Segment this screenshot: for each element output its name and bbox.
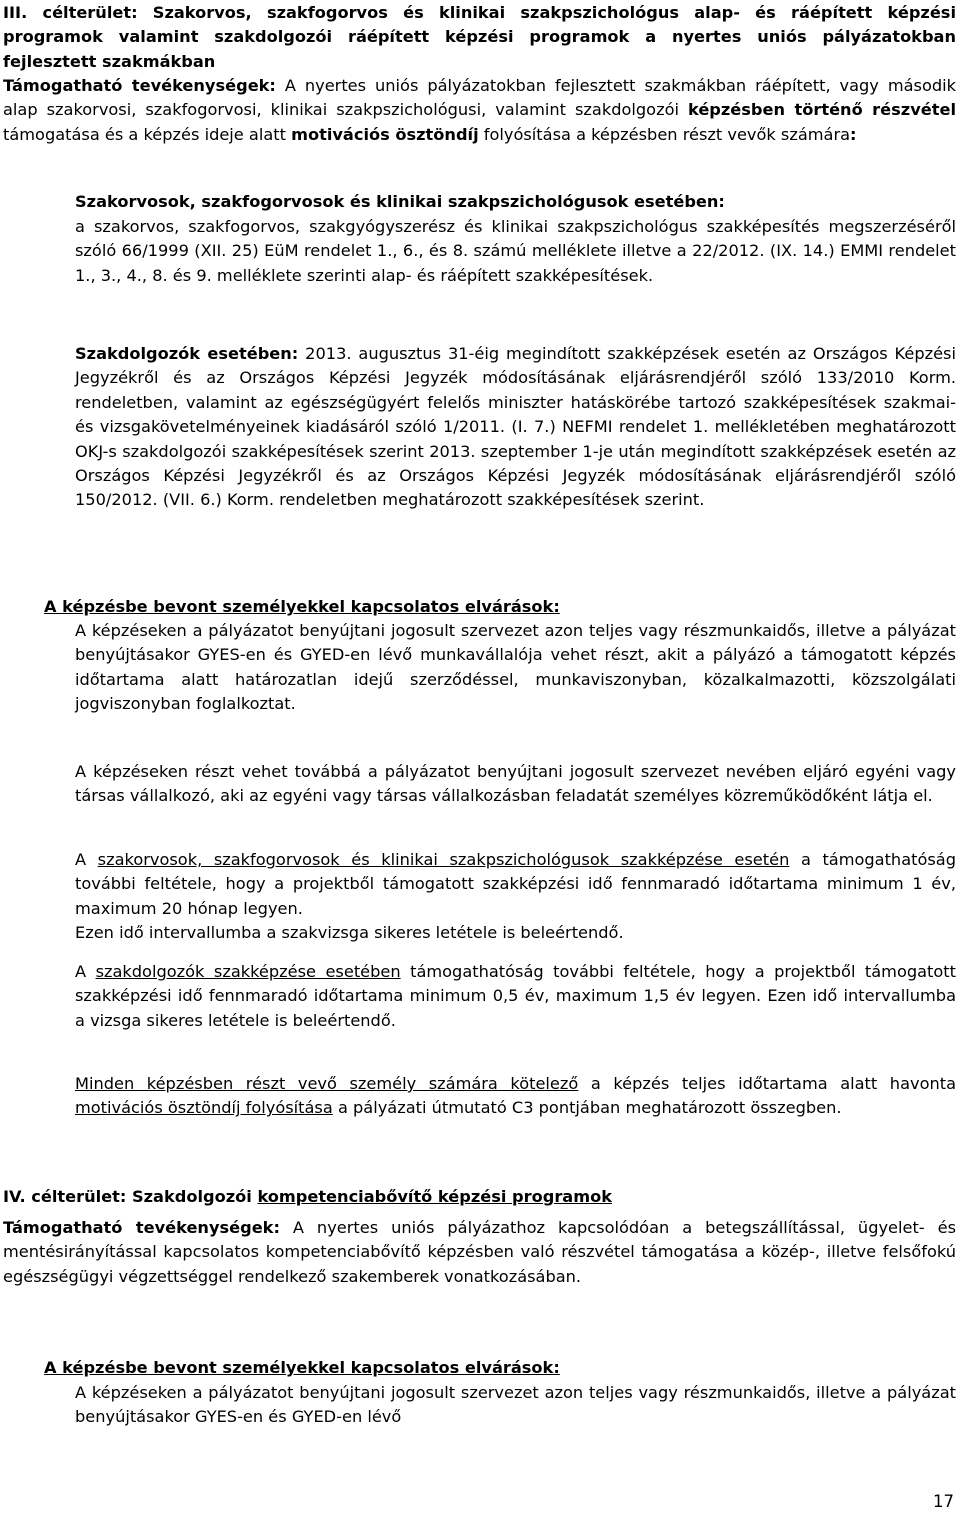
section-4-expectations-paragraph-1: A képzéseken a pályázatot benyújtani jogosult szervezet azon teljes vagy részmunkaidős, illetve a pályázat benyújtásakor GYES-en és GYED-en lévő	[75, 1383, 956, 1427]
specialists-heading: Szakorvosok, szakfogorvosok és klinikai szakpszichológusok esetében:	[75, 192, 725, 211]
exp-p3-text: a támogathatóság további feltétele, hogy a projektből támogatott szakképzési idő fennmaradó időtartama minimum 1 év, maximum 20 hónap legyen.	[75, 850, 956, 918]
activities-text-3: folyósítása a képzésben részt vevők számára	[478, 124, 851, 144]
exp-p4-text: támogathatóság további feltétele, hogy a projektből támogatott szakképzési idő fennmaradó időtartama minimum 0,5 év, maximum 1,5 év legyen. Ezen idő intervallumba a vizsga sikeres letétele is beleértendő.	[75, 962, 956, 1030]
section-3-expectations-heading: A képzésbe bevont személyekkel kapcsolatos elvárások:	[44, 597, 560, 616]
section-3-activities	[3, 74, 956, 147]
scholarship-text: motivációs ösztöndíj folyósítása	[75, 1098, 333, 1118]
specialist-training-link-text: szakorvosok, szakfogorvosok és klinikai szakpszichológusok szakképzése esetén	[97, 850, 790, 869]
section-3-heading: III. célterület: Szakorvos, szakfogorvos és klinikai szakpszichológus alap- és ráépített képzési programok valamint szakdolgozói ráépített képzési programok a nyertes uniós pályázatokban fejlesztett szakmákban	[3, 3, 956, 71]
section-4-expectations-heading: A képzésbe bevont személyekkel kapcsolatos elvárások:	[44, 1358, 560, 1377]
health-workers-label: Szakdolgozók esetében:	[75, 344, 299, 363]
health-worker-training-text: szakdolgozók szakképzése esetében	[95, 962, 401, 981]
health-workers-paragraph	[75, 342, 956, 513]
section-4-heading-prefix: IV. célterület: Szakdolgozói	[3, 1187, 258, 1206]
activities-bold-2: motivációs ösztöndíj	[291, 124, 479, 144]
section-4-heading-underlined: kompetenciabővítő képzési programok	[257, 1187, 612, 1206]
specialists-text: a szakorvos, szakfogorvos, szakgyógyszerész és klinikai szakpszichológus szakképesítés megszerzéséről szóló 66/1999 (XII. 25) EüM rendelet 1., 6., és 8. számú melléklete illetve a 22/2012. (IX. 14.) EMMI rendelet 1., 3., 4., 8. és 9. melléklete szerinti alap- és ráépített szakképesítések.	[75, 217, 956, 285]
section-4-activities	[3, 1216, 956, 1289]
expectations-paragraph-3-note: Ezen idő intervallumba a szakvizsga sikeres letétele is beleértendő.	[75, 923, 624, 942]
expectations-paragraph-5	[75, 1072, 956, 1121]
activities-bold-1: képzésben történő részvétel	[687, 100, 956, 120]
exp-p3-prefix: A	[75, 850, 98, 869]
activities-text-1: A nyertes uniós pályázatokban fejlesztett szakmákban ráépített, vagy második alap szakorvosi, szakfogorvosi, klinikai szakpszichológusi, valamint szakdolgozói	[3, 76, 957, 120]
expectations-paragraph-1: A képzéseken a pályázatot benyújtani jogosult szervezet azon teljes vagy részmunkaidős, illetve a pályázat benyújtásakor GYES-en és GYED-en lévő munkavállalója vehet részt, akit a pályázó a támogatott képzés időtartama alatt határozatlan idejű szerződéssel, munkaviszonyban, közalkalmazotti, közszolgálati jogviszonyban foglalkoztat.	[75, 621, 956, 714]
activities-text-2: támogatása és a képzés ideje alatt	[3, 124, 292, 144]
expectations-paragraph-4	[75, 960, 956, 1033]
section-4-activities-text: A nyertes uniós pályázathoz kapcsolódóan a betegszállítással, ügyelet- és mentésirányítással kapcsolatos kompetenciabővítő képzésben való részvétel támogatása a közép-, illetve felsőfokú egészségügyi végzettséggel rendelkező szakemberek vonatkozásában.	[3, 1218, 957, 1286]
health-workers-text: 2013. augusztus 31-éig megindított szakképzések esetén az Országos Képzési Jegyzékről és az Országos Képzési Jegyzék módosításának eljárásrendjéről szóló 133/2010 Korm. rendeletben, valamint az egészségügyért felelős miniszter hatáskörébe tartozó szakképesítések szakmai- és vizsgakövetelményeinek kiadásáról szóló 1/2011. (I. 7.) NEFMI rendelet 1. mellékletében meghatározott OKJ-s szakdolgozói szakképesítések szerint 2013. szeptember 1-je után megindított szakképzések esetén az Országos Képzési Jegyzékről és az Országos Képzési Jegyzék módosításának eljárásrendjéről szóló 150/2012. (VII. 6.) Korm. rendeletben meghatározott szakképesítések szerint.	[75, 344, 956, 510]
expectations-paragraph-2: A képzéseken részt vehet továbbá a pályázatot benyújtani jogosult szervezet nevében eljáró egyéni vagy társas vállalkozó, aki az egyéni vagy társas vállalkozásban feladatát személyes közreműködőként látja el.	[75, 762, 956, 806]
expectations-paragraph-3	[75, 848, 956, 921]
section-4-activities-label: Támogatható tevékenységek:	[3, 1218, 280, 1237]
exp-p5-text: a képzés teljes időtartama alatt havonta	[578, 1074, 956, 1093]
page-number: 17	[933, 1492, 954, 1511]
mandatory-text: Minden képzésben részt vevő személy számára kötelező	[75, 1074, 579, 1093]
exp-p5-suffix: a pályázati útmutató C3 pontjában meghatározott összegben.	[332, 1098, 842, 1118]
section-4-heading	[3, 1185, 956, 1209]
activities-colon: :	[850, 124, 857, 144]
activities-label: Támogatható tevékenységek:	[3, 76, 276, 95]
exp-p4-prefix: A	[75, 962, 96, 981]
